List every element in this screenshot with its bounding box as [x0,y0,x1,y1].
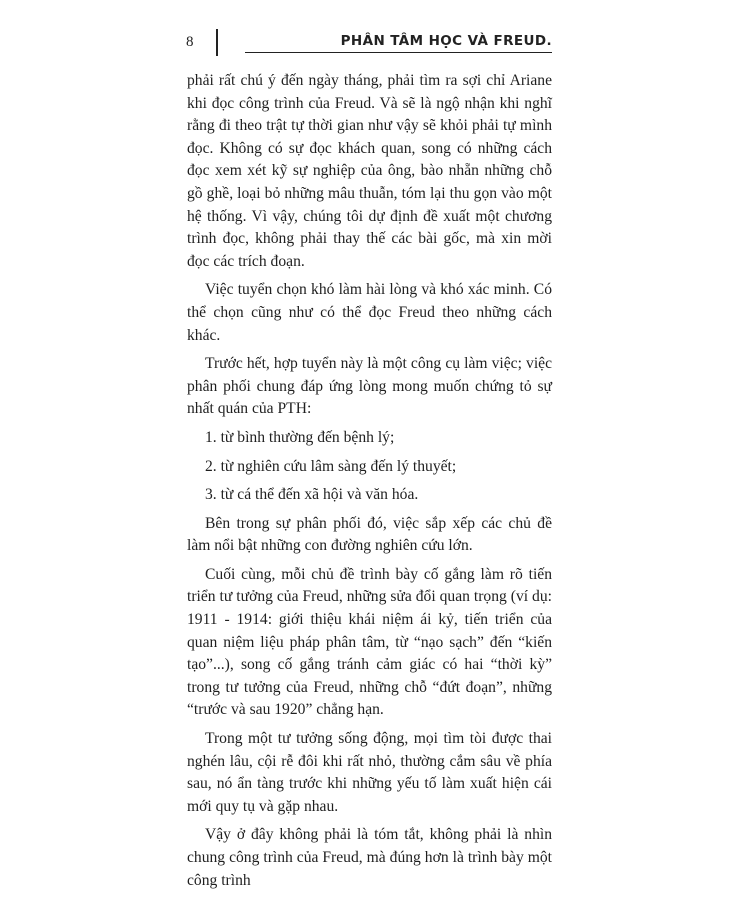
page-number: 8 [186,34,194,50]
paragraph-continues: Vậy ở đây không phải là tóm tắt, không phải là nhìn chung công trình của Freud, mà đúng hơn là trình bày một công trình [187,826,552,889]
paragraph-continued: phải rất chú ý đến ngày tháng, phải tìm ra sợi chỉ Ariane khi đọc công trình của Freud. Và sẽ là ngộ nhận khi nghĩ rằng đi theo trật tự thời gian như vậy sẽ khỏi phải tự mình đọc. Không có sự đọc khách quan, song có những cách đọc xem xét kỹ sự nghiệp của ông, bào nhẵn những chỗ gồ ghề, loại bỏ những mâu thuẫn, tóm lại thu gọn vào một hệ thống. Vì vậy, chúng tôi dự định đề xuất một chương trình đọc, không phải thay thế các bài gốc, mà xin mời đọc các trích đoạn. [187,72,552,270]
paragraph: Bên trong sự phân phối đó, việc sắp xếp các chủ đề làm nổi bật những con đường nghiên cứu lớn. [187,514,552,555]
body-text [187,70,552,898]
list-item: 3. từ cá thể đến xã hội và văn hóa. [205,486,419,504]
list-item: 2. từ nghiên cứu lâm sàng đến lý thuyết; [205,457,457,475]
running-title: PHÂN TÂM HỌC VÀ FREUD. [245,33,552,53]
paragraph: Trong một tư tưởng sống động, mọi tìm tòi được thai nghén lâu, cội rễ đôi khi rất nhỏ, thường cắm sâu về phía sau, nó ẩn tàng trước khi những yếu tố làm xuất hiện cái mới quy tụ và gặp nhau. [187,730,552,815]
header-divider [216,29,218,56]
paragraph: Việc tuyển chọn khó làm hài lòng và khó xác minh. Có thể chọn cũng như có thể đọc Freud theo những cách khác. [187,281,552,344]
paragraph: Cuối cùng, mỗi chủ đề trình bày cố gắng làm rõ tiến triển tư tưởng của Freud, những sửa đổi quan trọng (ví dụ: 1911 - 1914: giới thiệu khái niệm ái kỷ, tiến triển của quan niệm liệu pháp phân tâm, từ “nạo sạch” đến “kiến tạo”...), song cố gắng tránh cảm giác có hai “thời kỳ” trong tư tưởng của Freud, những chỗ “đứt đoạn”, những “trước và sau 1920” chẳng hạn. [187,565,552,719]
paragraph: Trước hết, hợp tuyển này là một công cụ làm việc; việc phân phối chung đáp ứng lòng mong muốn chứng tỏ sự nhất quán của PTH: [187,355,552,418]
list-item: 1. từ bình thường đến bệnh lý; [205,428,395,446]
